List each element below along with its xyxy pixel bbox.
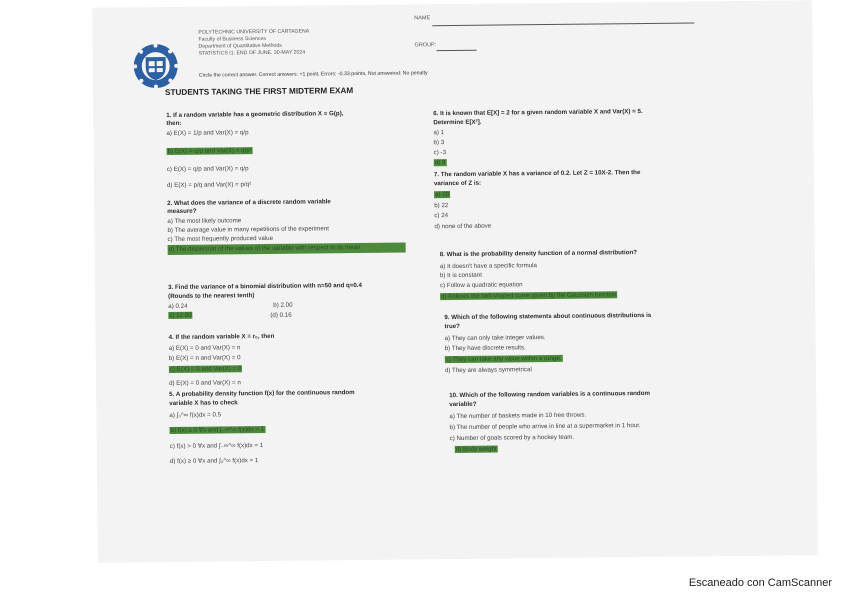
department-name: Department of Quantitative Methods [198, 42, 282, 50]
q10-option-c[interactable]: c) Number of goals scored by a hockey team. [449, 433, 575, 443]
exam-title: STUDENTS TAKING THE FIRST MIDTERM EXAM [164, 86, 354, 98]
question-10-text: 10. Which of the following random variables is a continuous random [449, 389, 651, 400]
camscanner-watermark: Escaneado con CamScanner [688, 577, 832, 589]
q9-option-c[interactable]: c) They can take any value within a range. [445, 354, 562, 364]
question-9-text: 9. Which of the following statements about continuous distributions is [444, 311, 652, 322]
q7-option-c[interactable]: c) 24 [434, 212, 449, 220]
question-5-text-cont: variable X has to check [169, 399, 238, 407]
q7-option-d[interactable]: d) none of the above [434, 222, 492, 231]
q1-option-c[interactable]: c) E(X) = q/p and Var(X) = q/p [166, 165, 249, 174]
group-field[interactable] [437, 50, 477, 51]
question-5-text: 5. A probability density function f(x) for the continuous random [169, 389, 355, 398]
q10-option-d[interactable]: d) Body weight [455, 445, 497, 454]
question-7-text-cont: variance of Z is: [433, 179, 482, 188]
group-label: GROUP: [414, 42, 437, 49]
q7-option-a[interactable]: a) 20 [435, 191, 450, 199]
q4-option-d[interactable]: d) E(X) = 0 and Var(X) = n [169, 379, 241, 387]
q1-option-a[interactable]: a) E(X) = 1/p and Var(X) = q/p [166, 129, 249, 138]
q2-option-c[interactable]: c) The most frequently produced value [167, 234, 274, 244]
q2-option-a[interactable]: a) The most likely outcome [167, 217, 242, 226]
q7-option-b[interactable]: b) 22 [434, 202, 449, 210]
question-4-text: 4. If the random variable X ≡ r₀, then [168, 332, 275, 342]
question-2-text: 2. What does the variance of a discrete random variable [167, 198, 331, 208]
q6-option-b[interactable]: b) 3 [433, 139, 445, 147]
q5-option-c[interactable]: c) f(x) > 0 ∀x and ∫₋∞^∞ f(x)dx = 1 [169, 442, 264, 450]
name-label: NAME [414, 15, 431, 22]
q9-option-b[interactable]: b) They have discrete results. [444, 344, 526, 353]
q1-option-d[interactable]: d) E(X) = p/q and Var(X) = p/q² [166, 181, 252, 190]
q8-option-a[interactable]: a) It doesn't have a specific formula [439, 262, 538, 271]
name-field[interactable] [432, 22, 694, 26]
q9-option-d[interactable]: d) They are always symmetrical [444, 366, 532, 375]
q4-option-c[interactable]: c) E(X) = 0 and Var(X) = 0 [169, 365, 242, 373]
question-6-text-cont: Determine E[X²]. [433, 118, 482, 127]
instructions: Circle the correct answer. Correct answers: +1 point, Errors: -0.33 points, Not answered: No penalty [198, 70, 428, 79]
university-logo-icon [132, 43, 178, 89]
question-8-text: 8. What is the probability density function of a normal distribution? [439, 249, 638, 259]
question-2-text-cont: measure? [167, 207, 197, 216]
q9-option-a[interactable]: a) They can only take integer values. [444, 334, 546, 343]
q2-option-d[interactable]: d) The dispersion of the values of the variable with respect to its mean [168, 243, 406, 255]
question-6-text: 6. It is known that E[X] = 2 for a given random variable X and Var(X) = 5. [433, 108, 643, 118]
q5-option-a[interactable]: a) ∫₀^∞ f(x)dx = 0.5 [169, 411, 222, 419]
q6-option-c[interactable]: c) -3 [433, 149, 447, 157]
q6-option-a[interactable]: a) 1 [433, 129, 445, 137]
q10-option-b[interactable]: b) The number of people who arrive in line at a supermarket in 1 hour. [449, 422, 641, 432]
q2-option-b[interactable]: b) The average value in many repetitions of the experiment [167, 225, 330, 235]
faculty-name: Faculty of Business Sciences [198, 35, 266, 43]
question-7-text: 7. The random variable X has a variance of 0.2. Let Z = 10X-2. Then the [433, 169, 641, 179]
exam-date: STATISTICS I1. END OF JUNE. 30-MAY 2024 [198, 49, 306, 57]
q6-option-d[interactable]: d) 9 [434, 159, 446, 167]
q1-option-b[interactable]: b) E(X) = q/p and Var(X) = q/p² [167, 147, 252, 156]
q8-option-d[interactable]: d) Follows the bell-shaped curve given by the Gaussian function [441, 291, 617, 301]
question-3-text-cont: (Rounds to the nearest tenth) [168, 292, 255, 301]
q3-option-c[interactable]: c) 12.00 [169, 311, 192, 319]
q3-option-b[interactable]: b) 2.00 [273, 301, 293, 309]
q10-option-a[interactable]: a) The number of baskets made in 10 free throws. [449, 411, 587, 421]
question-10-text-cont: variable? [449, 400, 477, 409]
q4-option-b[interactable]: b) E(X) = n and Var(X) = 0 [168, 354, 241, 363]
question-1-text: 1. If a random variable has a geometric distribution X ≡ G(p), [166, 110, 344, 120]
q3-option-a[interactable]: a) 0.24 [168, 302, 188, 311]
q5-option-d[interactable]: d) f(x) ≥ 0 ∀x and ∫₀^∞ f(x)dx = 1 [169, 457, 259, 465]
question-3-text: 3. Find the variance of a binomial distribution with n=50 and q=0.4 [168, 281, 362, 292]
question-1-text-cont: then: [166, 119, 182, 128]
q4-option-a[interactable]: a) E(X) = 0 and Var(X) = n [168, 344, 241, 353]
q3-option-d[interactable]: (d) 0.16 [270, 311, 292, 319]
q8-option-c[interactable]: c) Follow a quadratic equation [440, 281, 523, 290]
question-9-text-cont: true? [444, 322, 460, 331]
q5-option-b[interactable]: b) f(x) ≥ 0 ∀x and ∫₋∞^∞ f(x)dx = 1 [170, 426, 265, 434]
q8-option-b[interactable]: b) It is constant [439, 271, 482, 280]
university-name: POLYTECHNIC UNIVERSITY OF CARTAGENA [198, 28, 310, 36]
exam-sheet [92, 0, 818, 563]
